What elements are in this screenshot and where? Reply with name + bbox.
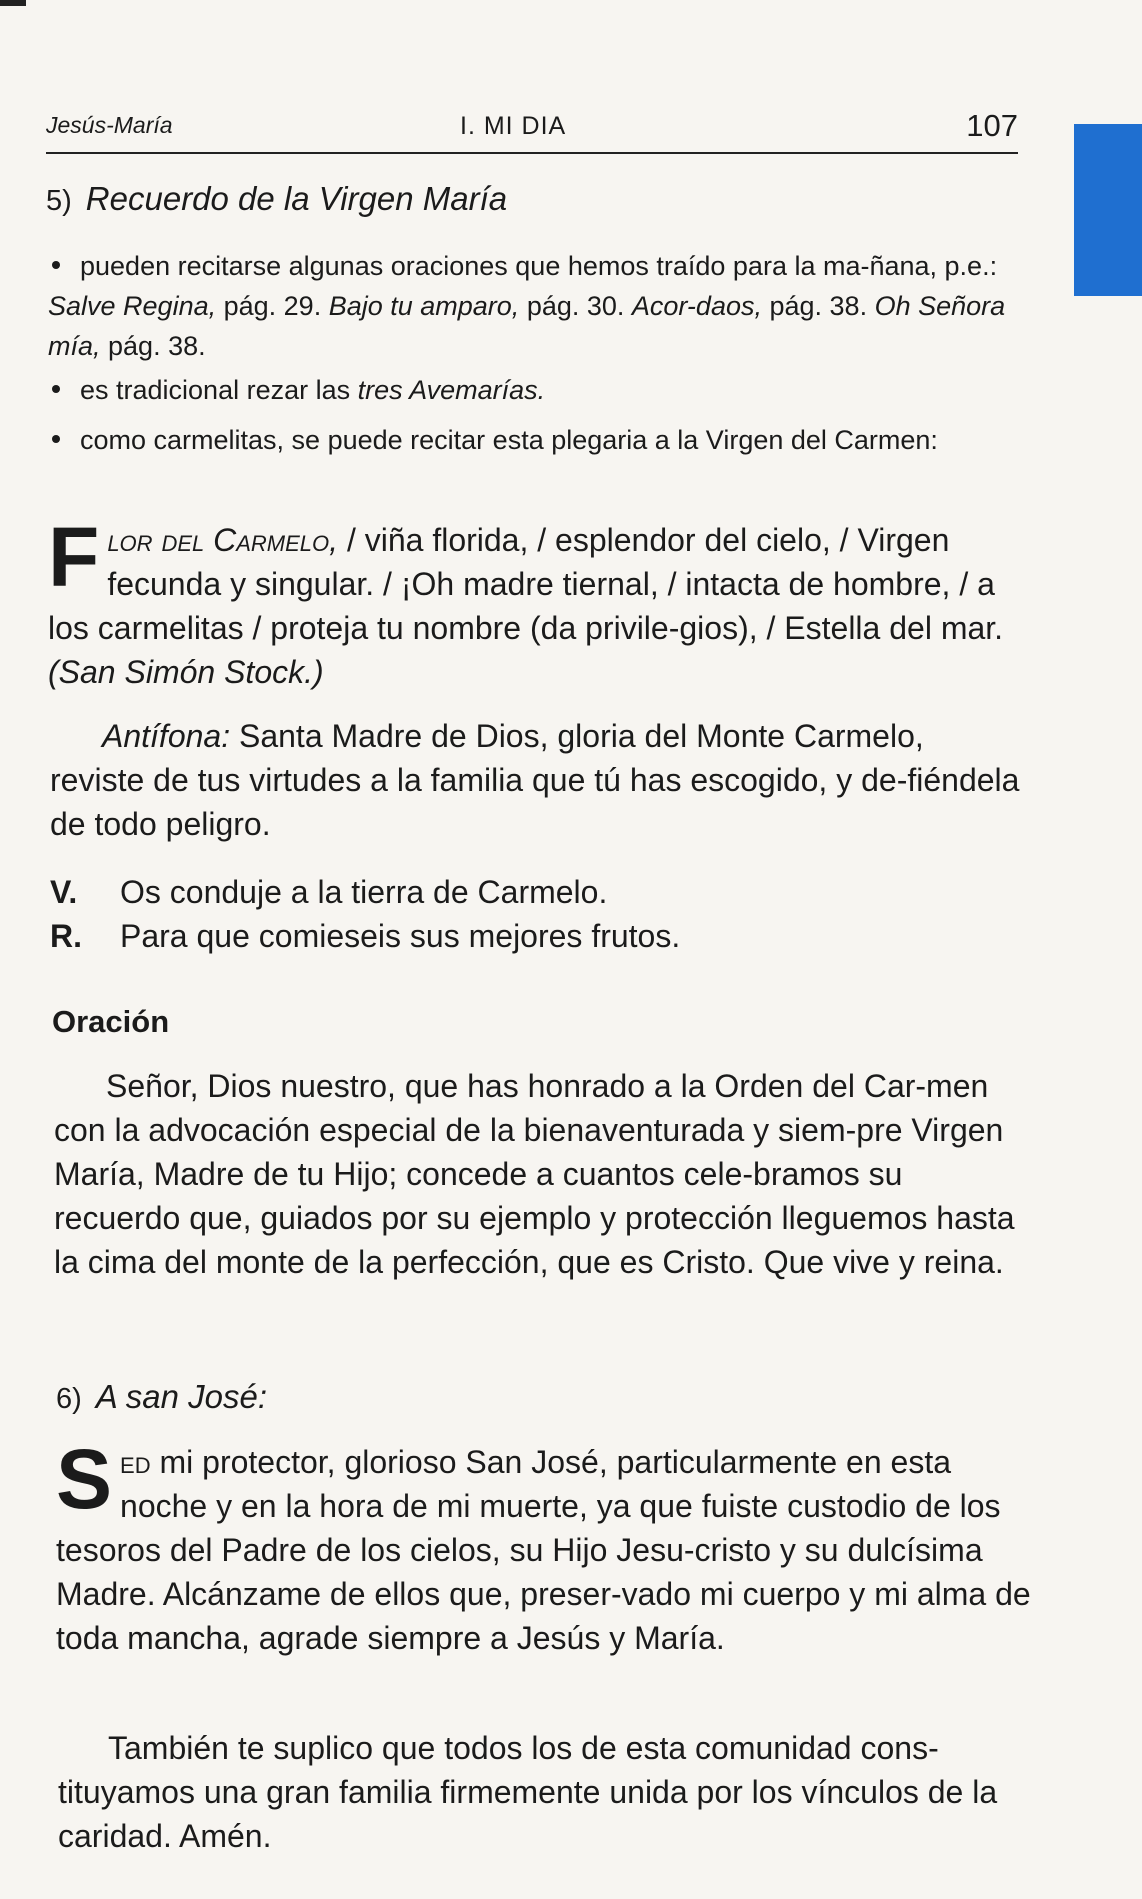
section-number: 5) — [46, 185, 72, 217]
text: pueden recitarse algunas oraciones que hemos traído para la ma-ñana, p.e.: — [80, 251, 998, 281]
header-chapter: I. MI DIA — [460, 112, 567, 140]
ref-title: Bajo tu amparo, — [328, 291, 520, 321]
text: como carmelitas, se puede recitar esta plegaria a la Virgen del Carmen: — [80, 425, 938, 455]
section-5-heading — [46, 180, 507, 218]
versicle — [50, 870, 607, 914]
lead-text: ed — [120, 1444, 151, 1480]
response — [50, 914, 680, 958]
text: Señor, Dios nuestro, que has honrado a la Orden del Car-men con la advocación especial de la bienaventurada y siem-pre Virgen María, Madre de tu Hijo; concede a cuantos cele-bramos su recuerdo que, guiados por su ejemplo y protección lleguemos hasta la cima del monte de la perfección, que es Cristo. Que vive y reina. — [54, 1068, 1015, 1280]
bullet-icon — [52, 385, 60, 393]
prayer-flos-carmeli — [48, 510, 1024, 694]
prayer-text: mi protector, glorioso San José, particularmente en esta noche y en la hora de mi muerte, ya que fuiste custodio de los tesoros del Padre de los cielos, su Hijo Jesu-cristo y su dulcísima Madre. Alcánzame de ellos que, preser-vado mi cuerpo y mi alma de toda mancha, agrade siempre a Jesús y María. — [56, 1444, 1031, 1656]
text: También te suplico que todos los de esta comunidad cons-tituyamos una gran familia firmemente unida por los vínculos de la caridad. Amén. — [58, 1730, 998, 1854]
oracion-text — [54, 1064, 1026, 1284]
ref-title: Acor-daos, — [631, 291, 762, 321]
text: pág. 29. — [216, 291, 329, 321]
running-header — [46, 108, 1018, 154]
prayer-san-jose — [56, 1432, 1032, 1660]
thumb-index-tab — [1074, 124, 1142, 296]
antiphon-label: Antífona: — [102, 718, 231, 754]
bullet-1 — [48, 246, 1020, 366]
versicle-symbol: V. — [50, 874, 78, 910]
section-title: A san José: — [95, 1378, 268, 1415]
section-title: Recuerdo de la Virgen María — [85, 180, 508, 217]
versicle-text: Os conduje a la tierra de Carmelo. — [120, 874, 608, 910]
text: pág. 38. — [100, 331, 206, 361]
text: pág. 38. — [761, 291, 875, 321]
section-number: 6) — [56, 1383, 82, 1415]
drop-cap: S — [56, 1432, 113, 1526]
response-symbol: R. — [50, 918, 82, 954]
prayer-text: / viña florida, / esplendor del cielo, / Virgen fecunda y singular. / ¡Oh madre tiernal, / intacta de hombre, / a los carmelitas / proteja tu nombre (da privile-gios), / Estella del mar. — [48, 522, 1004, 646]
closing-paragraph — [58, 1726, 1030, 1858]
bullet-2 — [48, 370, 1020, 410]
text-italic: tres Avemarías. — [357, 375, 546, 405]
drop-cap: F — [48, 510, 100, 604]
page-number: 107 — [966, 108, 1018, 143]
prayer-source: (San Simón Stock.) — [48, 654, 324, 690]
text: pág. 30. — [519, 291, 632, 321]
ref-title: Salve Regina, — [48, 291, 217, 321]
antiphon — [50, 714, 1022, 846]
antiphon-text: Santa Madre de Dios, gloria del Monte Carmelo, reviste de tus virtudes a la familia que tú has escogido, y de-fiéndela de todo peligro. — [50, 718, 1020, 842]
response-text: Para que comieseis sus mejores frutos. — [120, 918, 681, 954]
section-6-heading — [56, 1378, 267, 1416]
corner-mark — [0, 0, 26, 6]
oracion-heading: Oración — [52, 1004, 170, 1039]
header-left: Jesús-María — [46, 112, 173, 138]
bullet-3 — [48, 420, 1020, 460]
lead-text: lor del Carmelo, — [107, 522, 339, 558]
text: es tradicional rezar las — [80, 375, 358, 405]
bullet-icon — [52, 435, 60, 443]
ref-title: Oh Señora mía, — [48, 291, 1006, 361]
bullet-icon — [52, 261, 60, 269]
